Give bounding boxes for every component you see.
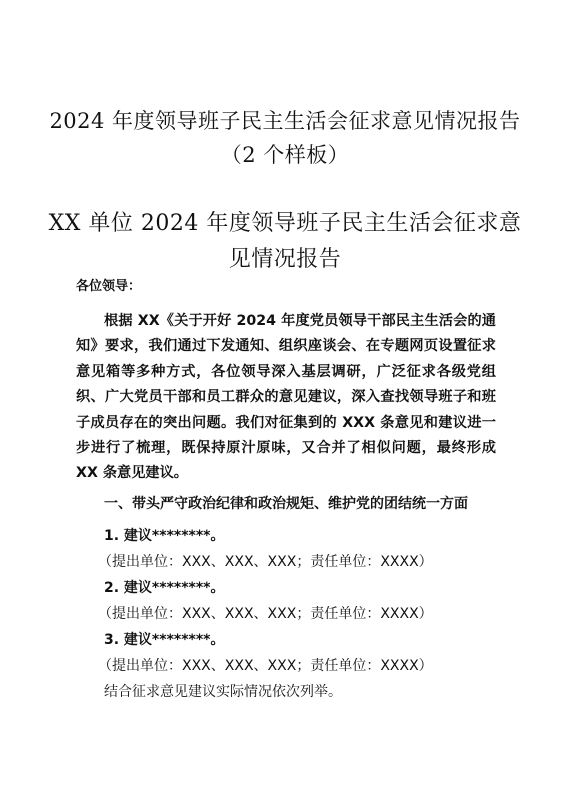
suggestion-item: 2. 建议********。 (104, 580, 225, 596)
suggestion-source-note: （提出单位：XXX、XXX、XXX；责任单位：XXXX） (98, 606, 433, 622)
body-paragraph: 根据 XX《关于开好 2024 年度党员领导干部民主生活会的通知》要求，我们通过下发通知、组织座谈会、在专题网页设置征求意见箱等多种方式，各位领导深入基层调研，广泛征求各级党组织、广大党员干部和员工群众的意见建议，深入查找领导班子和班子成员存在的突出问题。我们对征集到的 XXX 条意见和建议进一步进行了梳理，既保持原汁原味，又合并了相似问题，最终形成 XX 条意见建议。 (76, 313, 496, 482)
suggestion-item: 1. 建议********。 (104, 528, 225, 544)
closing-line: 结合征求意见建议实际情况依次列举。 (104, 684, 342, 700)
suggestion-item: 3. 建议********。 (104, 632, 225, 648)
section-heading: 一、带头严守政治纪律和政治规矩、维护党的团结统一方面 (104, 496, 468, 512)
salutation: 各位领导： (76, 279, 142, 294)
report-title: XX 单位 2024 年度领导班子民主生活会征求意见情况报告 (48, 211, 522, 272)
document-main-title: 2024 年度领导班子民主生活会征求意见情况报告（2 个样板） (49, 109, 521, 167)
suggestion-source-note: （提出单位：XXX、XXX、XXX；责任单位：XXXX） (98, 554, 433, 570)
suggestion-source-note: （提出单位：XXX、XXX、XXX；责任单位：XXXX） (98, 658, 433, 674)
